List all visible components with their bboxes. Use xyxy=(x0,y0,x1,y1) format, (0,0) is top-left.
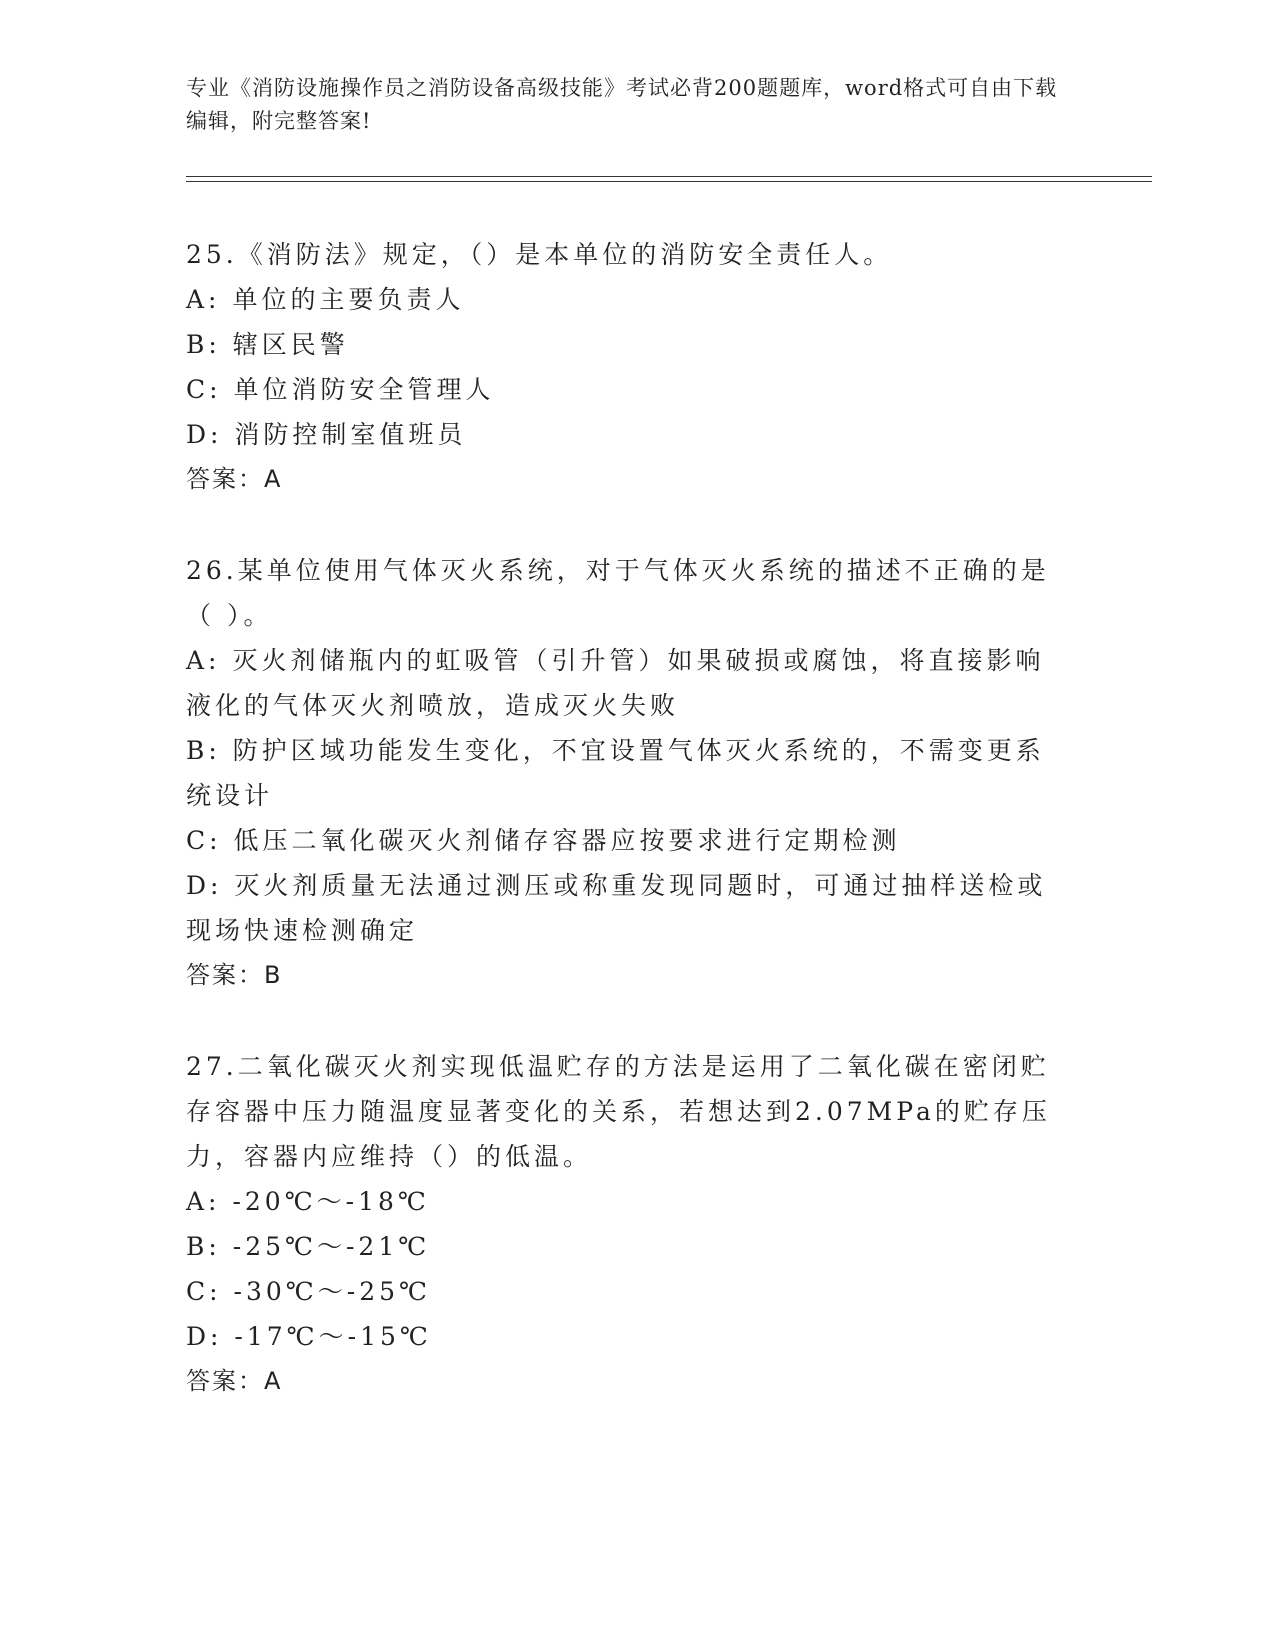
answer-line: 答案：A xyxy=(186,1367,283,1395)
question-26 xyxy=(186,548,1066,998)
question-list xyxy=(186,232,1066,1450)
header-text: 专业《消防设施操作员之消防设备高级技能》考试必背200题题库，word格式可自由下载编辑，附完整答案! xyxy=(186,76,1058,133)
question-27 xyxy=(186,1044,1066,1404)
question-number: 25. xyxy=(186,240,238,269)
option-a: A: -20℃～-18℃ xyxy=(186,1187,430,1216)
document-header xyxy=(186,72,1066,138)
option-d: D: 消防控制室值班员 xyxy=(186,420,467,449)
question-stem: 26.某单位使用气体灭火系统，对于气体灭火系统的描述不正确的是（ ）。 xyxy=(186,556,1050,630)
question-25 xyxy=(186,232,1066,502)
answer-value: A xyxy=(264,465,283,493)
option-b: B: 防护区域功能发生变化，不宜设置气体灭火系统的，不需变更系统设计 xyxy=(186,736,1045,810)
option-c: C: 低压二氧化碳灭火剂储存容器应按要求进行定期检测 xyxy=(186,826,901,855)
answer-value: A xyxy=(264,1367,283,1395)
question-number: 26. xyxy=(186,556,238,585)
question-number: 27. xyxy=(186,1052,238,1081)
answer-value: B xyxy=(264,961,283,989)
option-a: A: 灭火剂储瓶内的虹吸管（引升管）如果破损或腐蚀，将直接影响液化的气体灭火剂喷放，造成灭火失败 xyxy=(186,646,1045,720)
header-divider-top xyxy=(186,176,1152,177)
option-b: B: -25℃～-21℃ xyxy=(186,1232,431,1261)
option-a: A: 单位的主要负责人 xyxy=(186,285,465,314)
option-c: C: 单位消防安全管理人 xyxy=(186,375,495,404)
option-d: D: 灭火剂质量无法通过测压或称重发现同题时，可通过抽样送检或现场快速检测确定 xyxy=(186,871,1047,945)
question-stem: 25.《消防法》规定，（）是本单位的消防安全责任人。 xyxy=(186,240,893,269)
option-d: D: -17℃～-15℃ xyxy=(186,1322,432,1351)
option-b: B: 辖区民警 xyxy=(186,330,349,359)
answer-line: 答案：A xyxy=(186,465,283,493)
question-stem: 27.二氧化碳灭火剂实现低温贮存的方法是运用了二氧化碳在密闭贮存容器中压力随温度显著变化的关系，若想达到2.07MPa的贮存压力，容器内应维持（）的低温。 xyxy=(186,1052,1051,1171)
answer-line: 答案：B xyxy=(186,961,283,989)
option-c: C: -30℃～-25℃ xyxy=(186,1277,431,1306)
header-divider-bottom xyxy=(186,181,1152,182)
